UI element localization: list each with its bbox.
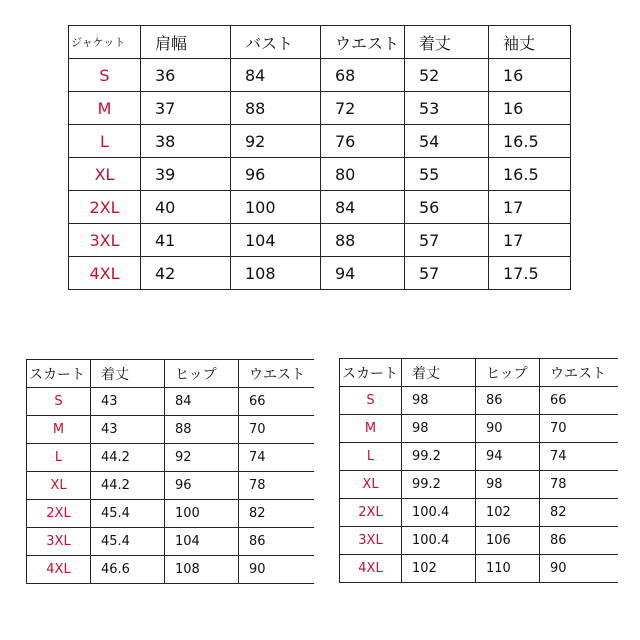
measurement-cell: 100.4 (402, 527, 476, 555)
measurement-cell: 66 (540, 387, 618, 415)
table-row (27, 416, 314, 444)
measurement-cell: 57 (405, 257, 489, 290)
measurement-cell: 102 (402, 555, 476, 583)
table-row (27, 500, 314, 528)
column-header: ヒップ (476, 359, 540, 387)
size-label: XL (69, 158, 141, 191)
measurement-cell: 72 (321, 92, 405, 125)
measurement-cell: 100 (165, 500, 239, 528)
measurement-cell: 106 (476, 527, 540, 555)
measurement-cell: 17 (489, 224, 571, 257)
measurement-cell: 84 (231, 59, 321, 92)
measurement-cell: 84 (321, 191, 405, 224)
measurement-cell: 38 (141, 125, 231, 158)
size-label: S (340, 387, 402, 415)
measurement-cell: 43 (91, 416, 165, 444)
measurement-cell: 53 (405, 92, 489, 125)
table-row (340, 555, 618, 583)
table-row (69, 257, 571, 290)
table-row (340, 415, 618, 443)
table-row (340, 527, 618, 555)
column-header: スカート (340, 359, 402, 387)
table-row (340, 443, 618, 471)
measurement-cell: 66 (239, 388, 314, 416)
table-row (340, 387, 618, 415)
header-row (69, 26, 571, 59)
table-row (69, 224, 571, 257)
measurement-cell: 56 (405, 191, 489, 224)
measurement-cell: 17 (489, 191, 571, 224)
header-row (340, 359, 618, 387)
measurement-cell: 78 (239, 472, 314, 500)
measurement-cell: 90 (540, 555, 618, 583)
measurement-cell: 76 (321, 125, 405, 158)
table-row (27, 556, 314, 584)
measurement-cell: 80 (321, 158, 405, 191)
measurement-cell: 82 (540, 499, 618, 527)
size-label: 2XL (69, 191, 141, 224)
measurement-cell: 42 (141, 257, 231, 290)
measurement-cell: 41 (141, 224, 231, 257)
measurement-cell: 102 (476, 499, 540, 527)
column-header: ウエスト (540, 359, 618, 387)
measurement-cell: 92 (231, 125, 321, 158)
measurement-cell: 108 (231, 257, 321, 290)
column-header: 肩幅 (141, 26, 231, 59)
measurement-cell: 36 (141, 59, 231, 92)
column-header: 着丈 (405, 26, 489, 59)
measurement-cell: 96 (231, 158, 321, 191)
measurement-cell: 88 (165, 416, 239, 444)
skirt-size-table-long (339, 358, 618, 583)
measurement-cell: 98 (476, 471, 540, 499)
measurement-cell: 70 (540, 415, 618, 443)
measurement-cell: 44.2 (91, 444, 165, 472)
table-row (27, 528, 314, 556)
measurement-cell: 90 (476, 415, 540, 443)
measurement-cell: 16 (489, 92, 571, 125)
measurement-cell: 74 (540, 443, 618, 471)
measurement-cell: 54 (405, 125, 489, 158)
table-row (27, 444, 314, 472)
measurement-cell: 88 (321, 224, 405, 257)
size-label: 2XL (340, 499, 402, 527)
size-label: M (69, 92, 141, 125)
measurement-cell: 16.5 (489, 125, 571, 158)
size-label: XL (340, 471, 402, 499)
measurement-cell: 94 (476, 443, 540, 471)
measurement-cell: 90 (239, 556, 314, 584)
measurement-cell: 55 (405, 158, 489, 191)
column-header: 着丈 (402, 359, 476, 387)
measurement-cell: 84 (165, 388, 239, 416)
measurement-cell: 68 (321, 59, 405, 92)
jacket-size-table (68, 25, 571, 290)
column-header: スカート (27, 360, 91, 388)
measurement-cell: 86 (476, 387, 540, 415)
measurement-cell: 52 (405, 59, 489, 92)
column-header: バスト (231, 26, 321, 59)
size-label: XL (27, 472, 91, 500)
size-label: L (27, 444, 91, 472)
size-label: 4XL (27, 556, 91, 584)
size-label: M (340, 415, 402, 443)
measurement-cell: 17.5 (489, 257, 571, 290)
measurement-cell: 43 (91, 388, 165, 416)
size-label: L (69, 125, 141, 158)
measurement-cell: 37 (141, 92, 231, 125)
size-label: 4XL (340, 555, 402, 583)
measurement-cell: 96 (165, 472, 239, 500)
measurement-cell: 86 (239, 528, 314, 556)
measurement-cell: 98 (402, 415, 476, 443)
table-row (69, 92, 571, 125)
measurement-cell: 98 (402, 387, 476, 415)
table-row (340, 499, 618, 527)
skirt-size-table-short (26, 359, 314, 584)
column-header: ジャケット (69, 26, 141, 59)
table-row (27, 472, 314, 500)
header-row (27, 360, 314, 388)
size-label: S (69, 59, 141, 92)
size-label: 4XL (69, 257, 141, 290)
measurement-cell: 94 (321, 257, 405, 290)
measurement-cell: 16.5 (489, 158, 571, 191)
column-header: 袖丈 (489, 26, 571, 59)
measurement-cell: 99.2 (402, 471, 476, 499)
table-row (69, 191, 571, 224)
measurement-cell: 70 (239, 416, 314, 444)
column-header: ウエスト (239, 360, 314, 388)
column-header: 着丈 (91, 360, 165, 388)
measurement-cell: 16 (489, 59, 571, 92)
measurement-cell: 78 (540, 471, 618, 499)
measurement-cell: 92 (165, 444, 239, 472)
measurement-cell: 45.4 (91, 500, 165, 528)
table-row (69, 158, 571, 191)
measurement-cell: 44.2 (91, 472, 165, 500)
size-label: S (27, 388, 91, 416)
size-label: 3XL (340, 527, 402, 555)
measurement-cell: 40 (141, 191, 231, 224)
measurement-cell: 108 (165, 556, 239, 584)
table-row (69, 125, 571, 158)
measurement-cell: 99.2 (402, 443, 476, 471)
measurement-cell: 57 (405, 224, 489, 257)
size-label: 2XL (27, 500, 91, 528)
table-row (340, 471, 618, 499)
measurement-cell: 104 (231, 224, 321, 257)
table-row (27, 388, 314, 416)
measurement-cell: 74 (239, 444, 314, 472)
size-label: 3XL (27, 528, 91, 556)
measurement-cell: 100.4 (402, 499, 476, 527)
measurement-cell: 46.6 (91, 556, 165, 584)
column-header: ヒップ (165, 360, 239, 388)
measurement-cell: 100 (231, 191, 321, 224)
table-row (69, 59, 571, 92)
measurement-cell: 110 (476, 555, 540, 583)
size-label: 3XL (69, 224, 141, 257)
column-header: ウエスト (321, 26, 405, 59)
measurement-cell: 88 (231, 92, 321, 125)
measurement-cell: 45.4 (91, 528, 165, 556)
measurement-cell: 82 (239, 500, 314, 528)
measurement-cell: 86 (540, 527, 618, 555)
size-label: L (340, 443, 402, 471)
measurement-cell: 104 (165, 528, 239, 556)
measurement-cell: 39 (141, 158, 231, 191)
size-label: M (27, 416, 91, 444)
